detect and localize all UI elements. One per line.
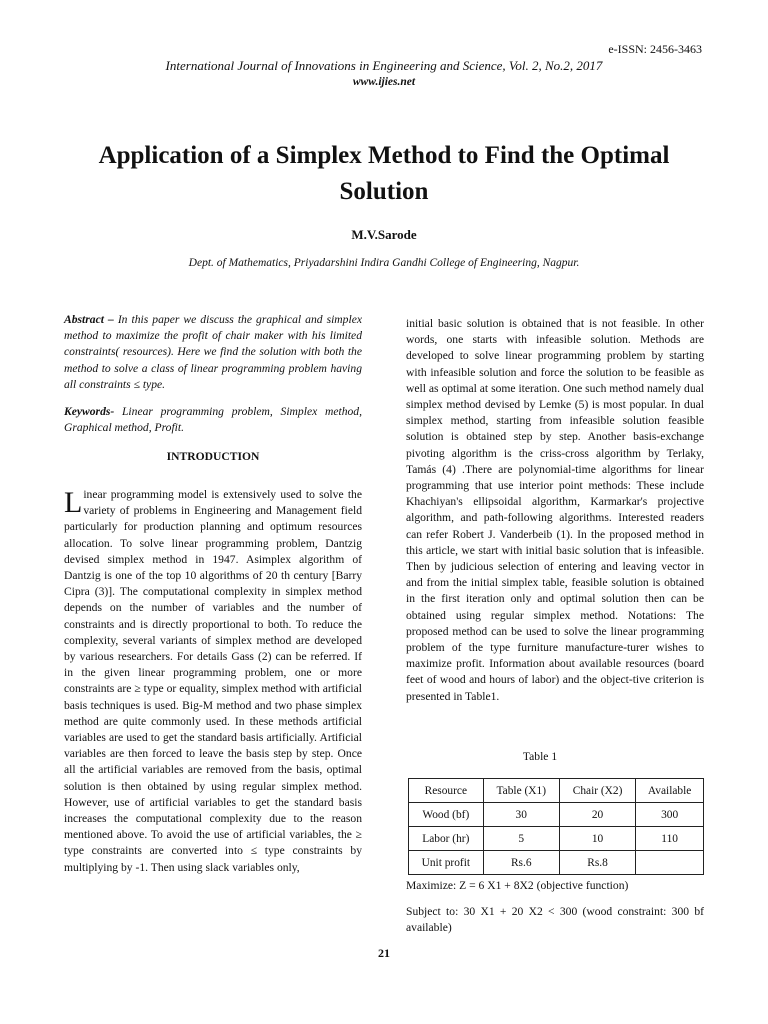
table-cell: 5	[483, 827, 559, 851]
paper-author: M.V.Sarode	[351, 227, 417, 242]
issn: e-ISSN: 2456-3463	[608, 42, 702, 56]
keywords	[64, 404, 362, 436]
resource-table	[408, 778, 704, 875]
table-cell: Wood (bf)	[409, 803, 484, 827]
journal-website: www.ijies.net	[352, 76, 416, 88]
abstract	[64, 312, 362, 393]
paper-title: Application of a Simplex Method to Find the Optimal Solution	[98, 142, 670, 205]
table-header-row	[409, 779, 704, 803]
table-header-cell: Table (X1)	[483, 779, 559, 803]
table-cell: 110	[636, 827, 704, 851]
table-cell: 20	[559, 803, 635, 827]
table-cell: Rs.6	[483, 851, 559, 875]
journal-name: International Journal of Innovations in Engineering and Science, Vol. 2, No.2, 2017	[165, 58, 603, 73]
table-row	[409, 803, 704, 827]
right-column-text: initial basic solution is obtained that is not feasible. In other words, one starts with infeasible solution. Methods are developed to solve linear programming problem by starting with infeasible solution and force the solution to be feasible as well as optimal at some iteration. One such method namely dual simplex method devised by Lemke (5) is most popular. In dual simplex method, starting from infeasible solution feasible solution is obtained step by step. Another basis-exchange pivoting algorithm is the criss-cross algorithm by Terlaky, Tamás (4) .There are polynomial-time algorithms for linear programming that use interior point methods: These include Khachiyan's ellipsoidal algorithm, Karmarkar's projective algorithm, and path-following algorithms. Interested readers can refer Robert J. Vanderbeib (1). In the proposed method in this article, we start with initial basic solution that is infeasible. Then by judicious selection of entering and leaving vector in and from the initial simplex table, feasible solution is obtained in the first iteration only and optimal solution then can be obtained using regular simplex method. Notations: The proposed method can be used to solve the linear programming problem of the type furniture manufacture-turer wishes to maximize profit. Information about available resources (board feet of wood and hours of labor) and the object-tive criterion is presented in Table1.	[406, 317, 704, 703]
table-cell: 10	[559, 827, 635, 851]
table-cell: Unit profit	[409, 851, 484, 875]
dropcap: L	[64, 486, 83, 519]
author-affiliation: Dept. of Mathematics, Priyadarshini Indira Gandhi College of Engineering, Nagpur.	[188, 257, 580, 269]
introduction-body	[64, 487, 362, 876]
constraint-wood: Subject to: 30 X1 + 20 X2 < 300 (wood constraint: 300 bf available)	[406, 905, 704, 935]
page-number: 21	[378, 946, 390, 960]
objective-function: Maximize: Z = 6 X1 + 8X2 (objective function)	[406, 879, 629, 892]
table-caption: Table 1	[522, 750, 558, 763]
section-heading-introduction: INTRODUCTION	[166, 450, 260, 463]
table-header-cell: Available	[636, 779, 704, 803]
table-cell: Rs.8	[559, 851, 635, 875]
table-header-cell: Chair (X2)	[559, 779, 635, 803]
table-cell: 30	[483, 803, 559, 827]
keywords-text: Linear programming problem, Simplex method, Graphical method, Profit.	[64, 405, 362, 435]
table-row	[409, 851, 704, 875]
table-cell	[636, 851, 704, 875]
table-cell: 300	[636, 803, 704, 827]
abstract-text: In this paper we discuss the graphical and simplex method to maximize the profit of chair maker with his limited constraints( resources). Here we find the solution with both the method to solve a class of linear programming problem having all constraints ≤ type.	[64, 313, 362, 391]
abstract-label: Abstract –	[64, 313, 114, 326]
introduction-text: inear programming model is extensively used to solve the variety of problems in Engineering and Management field particularly for production planning and optimum resources allocation. To solve linear programming problem, Dantzig devised simplex method in 1947. Asimplex algorithm of Dantzig is one of the top 10 algorithms of 20 th century [Barry Cipra (3)]. The computational complexity in simplex method depends on the number of variables and the number of constraints and is directly proportional to both. To reduce the complexity, several variants of simplex method are developed by various researchers. For details Gass (2) can be referred. If in the given linear programming problem, one or more constraints are ≥ type or equality, simplex method with artificial basis techniques is used. Big-M method and two phase simplex method are quite commonly used. In these methods artificial variables are used to get the standard basis artificially. Artificial variables are then forced to leave the basis step by step. Once all the artificial variables are removed from the basis, optimal solution is then obtained by using regular simplex method. However, use of artificial variables to get the standard basis increases the computational complexity due to the reason mentioned above. To avoid the use of artificial variables, the ≥ type constraints are converted into ≤ type constraints by multiplying by -1. Then using slack variables only,	[64, 488, 362, 874]
table-cell: Labor (hr)	[409, 827, 484, 851]
table-header-cell: Resource	[409, 779, 484, 803]
table-row	[409, 827, 704, 851]
keywords-label: Keywords-	[64, 405, 115, 418]
